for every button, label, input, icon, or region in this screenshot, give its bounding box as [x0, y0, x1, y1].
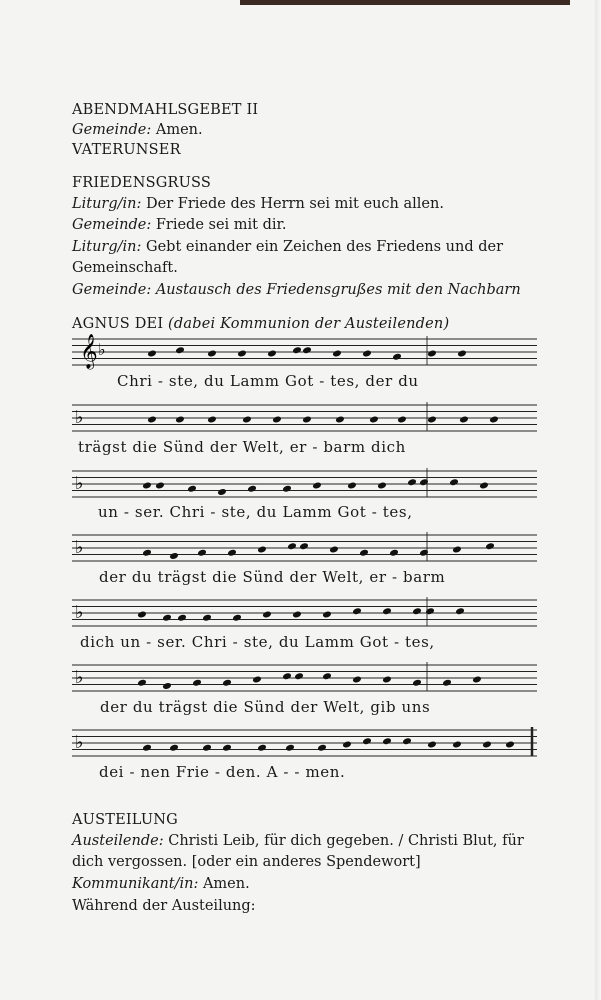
- lyrics-line-5: dich un - ser. Chri - ste, du Lamm Got - tes,: [80, 633, 435, 651]
- lyrics-line-1: Chri - ste, du Lamm Got - tes, der du: [117, 372, 419, 390]
- note-head: [362, 737, 372, 745]
- note-head: [317, 744, 327, 752]
- note-head: [202, 614, 212, 622]
- note-head: [382, 737, 392, 745]
- note-head: [407, 478, 417, 486]
- note-head: [147, 349, 157, 357]
- heading-vaterunser: VATERUNSER: [72, 142, 181, 158]
- heading-agnus-dei: AGNUS DEI (dabei Kommunion der Austeilenden): [72, 316, 450, 332]
- note-head: [342, 740, 352, 748]
- note-head: [452, 740, 462, 748]
- note-head: [169, 744, 179, 752]
- note-head: [162, 614, 172, 622]
- note-head: [329, 545, 339, 553]
- note-head: [457, 349, 467, 357]
- music-staff-4: [72, 533, 537, 563]
- music-staff-3: [72, 469, 537, 499]
- staff-svg: [72, 403, 537, 435]
- flat-sign-icon: ♭: [75, 602, 84, 623]
- staff-svg: [72, 334, 537, 369]
- note-head: [382, 607, 392, 615]
- note-head: [232, 614, 242, 622]
- liturg-line-2-cont: Gemeinschaft.: [72, 260, 178, 276]
- note-head: [472, 675, 482, 683]
- note-head: [272, 415, 282, 423]
- note-head: [322, 672, 332, 680]
- note-head: [162, 682, 172, 690]
- staff-svg: [72, 598, 537, 630]
- note-head: [412, 607, 422, 615]
- note-head: [402, 737, 412, 745]
- music-staff-2: [72, 403, 537, 433]
- note-head: [359, 549, 369, 557]
- note-head: [227, 549, 237, 557]
- music-staff-1: [72, 334, 537, 369]
- flat-sign-icon: ♭: [75, 473, 84, 494]
- note-head: [222, 744, 232, 752]
- staff-svg: [72, 469, 537, 501]
- staff-svg: [72, 533, 537, 565]
- flat-sign-icon: ♭: [75, 732, 84, 753]
- note-head: [427, 415, 437, 423]
- flat-sign-icon: ♭: [98, 340, 106, 359]
- heading-abendmahlsgebet: ABENDMAHLSGEBET II: [72, 102, 259, 118]
- lyrics-line-7: dei - nen Frie - den. A - - men.: [99, 763, 346, 781]
- liturg-line-2: Liturg/in: Gebt einander ein Zeichen des Friedens und der: [72, 239, 504, 255]
- note-head: [192, 679, 202, 687]
- note-head: [137, 610, 147, 618]
- note-head: [155, 481, 165, 489]
- note-head: [187, 485, 197, 493]
- note-head: [282, 485, 292, 493]
- flat-sign-icon: ♭: [75, 407, 84, 428]
- austeilende-line-cont: dich vergossen. [oder ein anderes Spendewort]: [72, 854, 421, 870]
- kommunikant-line: Kommunikant/in: Amen.: [72, 876, 250, 892]
- note-head: [452, 545, 462, 553]
- note-head: [412, 679, 422, 687]
- austeilende-line: Austeilende: Christi Leib, für dich gegeben. / Christi Blut, für: [72, 833, 524, 849]
- note-head: [332, 349, 342, 357]
- music-staff-6: [72, 663, 537, 693]
- lyrics-line-3: un - ser. Chri - ste, du Lamm Got - tes,: [98, 503, 413, 521]
- note-head: [294, 672, 304, 680]
- note-head: [217, 488, 227, 496]
- note-head: [427, 740, 437, 748]
- staff-svg: [72, 663, 537, 695]
- note-head: [222, 679, 232, 687]
- note-head: [242, 415, 252, 423]
- lyrics-line-2: trägst die Sünd der Welt, er - barm dich: [78, 438, 406, 456]
- note-head: [482, 740, 492, 748]
- note-head: [505, 740, 515, 748]
- note-head: [489, 415, 499, 423]
- note-head: [449, 478, 459, 486]
- note-head: [397, 415, 407, 423]
- note-head: [237, 349, 247, 357]
- lyrics-line-4: der du trägst die Sünd der Welt, er - barm: [99, 568, 446, 586]
- flat-sign-icon: ♭: [75, 667, 84, 688]
- note-head: [207, 349, 217, 357]
- note-head: [459, 415, 469, 423]
- flat-sign-icon: ♭: [75, 537, 84, 558]
- gemeinde-line-3: Gemeinde: Austausch des Friedensgrußes mit den Nachbarn: [72, 282, 521, 298]
- response-amen: Gemeinde: Amen.: [72, 122, 203, 138]
- note-head: [442, 679, 452, 687]
- note-head: [282, 672, 292, 680]
- lyrics-line-6: der du trägst die Sünd der Welt, gib uns: [100, 698, 431, 716]
- note-head: [352, 675, 362, 683]
- note-head: [147, 415, 157, 423]
- note-head: [142, 549, 152, 557]
- note-head: [142, 481, 152, 489]
- note-head: [302, 346, 312, 354]
- note-head: [389, 549, 399, 557]
- note-head: [207, 415, 217, 423]
- note-head: [175, 415, 185, 423]
- note-head: [347, 481, 357, 489]
- note-head: [352, 607, 362, 615]
- note-head: [427, 349, 437, 357]
- note-head: [197, 549, 207, 557]
- note-head: [177, 614, 187, 622]
- note-head: [362, 349, 372, 357]
- treble-clef-icon: 𝄞: [80, 334, 98, 369]
- music-staff-5: [72, 598, 537, 628]
- note-head: [287, 542, 297, 550]
- note-head: [392, 353, 402, 361]
- note-head: [292, 346, 302, 354]
- note-head: [142, 744, 152, 752]
- music-staff-7: [72, 728, 537, 758]
- note-head: [302, 415, 312, 423]
- note-head: [257, 545, 267, 553]
- note-head: [252, 675, 262, 683]
- note-head: [455, 607, 465, 615]
- note-head: [322, 610, 332, 618]
- note-head: [292, 610, 302, 618]
- note-head: [485, 542, 495, 550]
- note-head: [377, 481, 387, 489]
- page-edge: [595, 0, 601, 1000]
- heading-austeilung: AUSTEILUNG: [72, 812, 178, 828]
- note-head: [335, 415, 345, 423]
- note-head: [479, 481, 489, 489]
- heading-friedensgruss: FRIEDENSGRUSS: [72, 175, 212, 191]
- top-edge: [240, 0, 570, 5]
- liturg-line-1: Liturg/in: Der Friede des Herrn sei mit euch allen.: [72, 196, 444, 212]
- note-head: [137, 679, 147, 687]
- note-head: [267, 349, 277, 357]
- note-head: [257, 744, 267, 752]
- note-head: [369, 415, 379, 423]
- gemeinde-line-2: Gemeinde: Friede sei mit dir.: [72, 217, 287, 233]
- note-head: [169, 552, 179, 560]
- note-head: [202, 744, 212, 752]
- note-head: [262, 610, 272, 618]
- note-head: [382, 675, 392, 683]
- waehrend-line: Während der Austeilung:: [72, 898, 256, 914]
- staff-svg: [72, 728, 537, 760]
- note-head: [175, 346, 185, 354]
- note-head: [312, 481, 322, 489]
- note-head: [299, 542, 309, 550]
- note-head: [247, 485, 257, 493]
- note-head: [285, 744, 295, 752]
